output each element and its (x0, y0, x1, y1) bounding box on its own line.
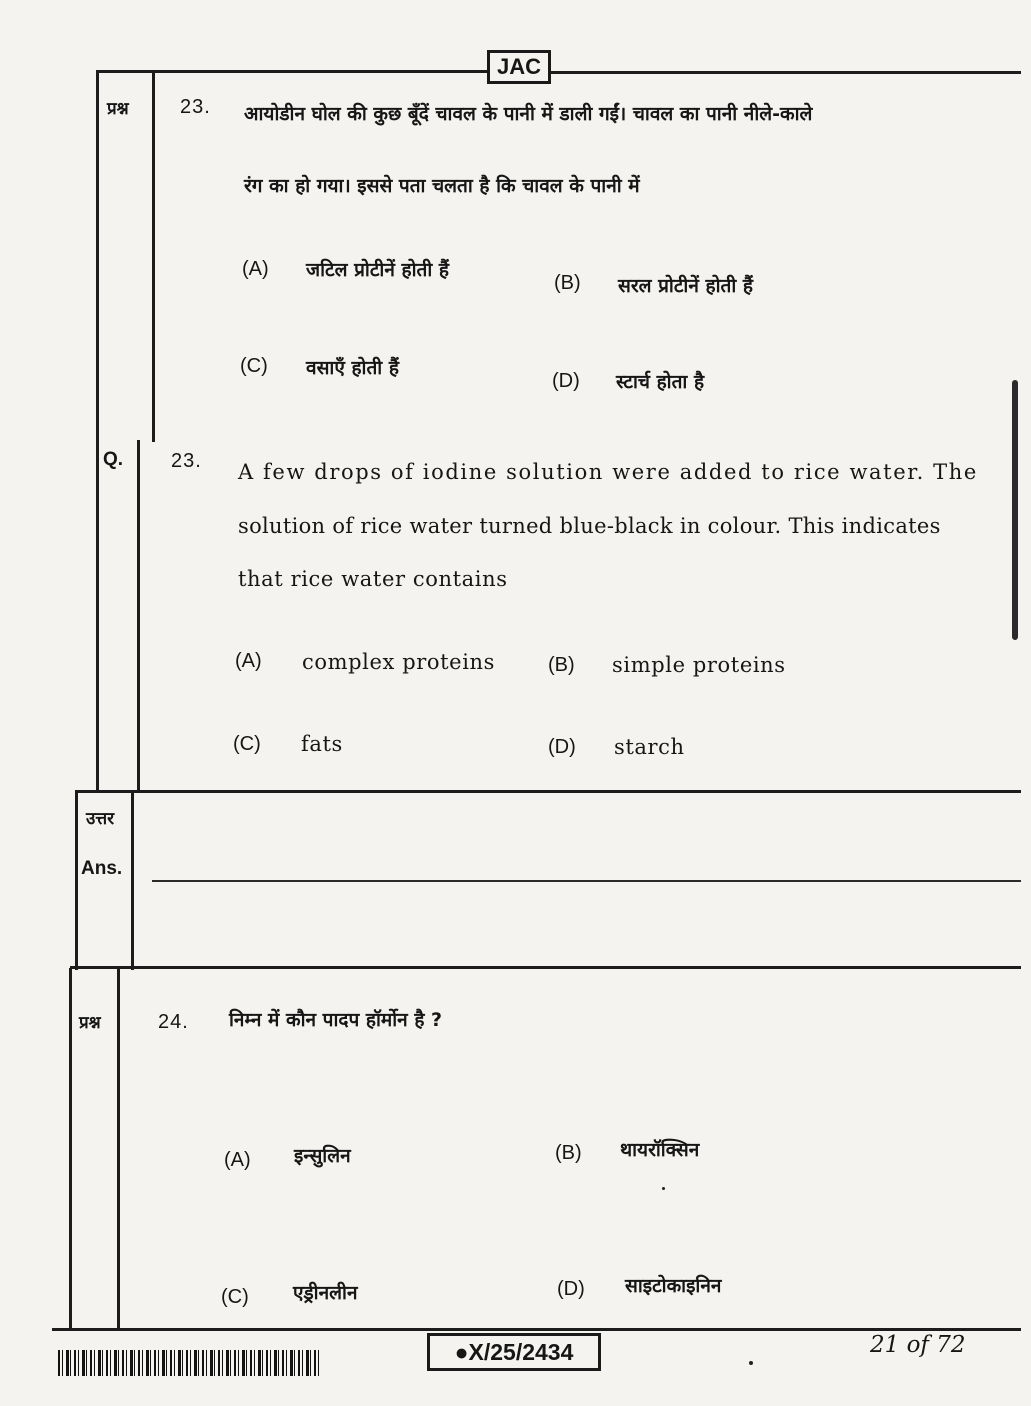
option-d-text-q24: साइटोकाइनिन (625, 1275, 722, 1297)
answer-bottom-border (70, 966, 1021, 969)
answer-label-hindi: उत्तर (86, 809, 115, 829)
option-c-letter-english: (C) (233, 733, 261, 755)
option-b-letter-english: (B) (548, 654, 575, 676)
column-divider-upper (152, 72, 155, 442)
barcode (58, 1350, 320, 1376)
left-border-lower (69, 968, 72, 1328)
option-d-letter: (D) (552, 370, 580, 392)
option-b-letter-q24: (B) (555, 1142, 582, 1164)
question-number-english: 23. (171, 450, 202, 472)
question-text-q24: निम्न में कौन पादप हॉर्मोन है ? (229, 1009, 443, 1031)
column-divider-mid (137, 440, 140, 792)
top-border-right (551, 71, 1021, 74)
question-side-label-english: Q. (103, 449, 124, 470)
option-a-letter-english: (A) (235, 650, 262, 672)
option-a-text-q24: इन्सुलिन (294, 1145, 351, 1167)
option-d-letter-english: (D) (548, 736, 576, 758)
option-b-text-english: simple proteins (612, 653, 786, 677)
question-text-line1: आयोडीन घोल की कुछ बूँदें चावल के पानी में डाली गईं। चावल का पानी नीले-काले (244, 103, 813, 125)
paper-code: ●X/25/2434 (427, 1333, 601, 1371)
option-d-text: स्टार्च होता है (616, 371, 705, 393)
right-edge-shadow (1012, 380, 1018, 640)
answer-top-border (76, 790, 1021, 793)
option-d-text-english: starch (614, 735, 685, 759)
option-a-text-english: complex proteins (302, 650, 496, 674)
print-speck (662, 1187, 665, 1190)
option-c-text: वसाएँ होती हैं (306, 357, 399, 379)
left-border-upper (96, 70, 99, 790)
option-b-letter: (B) (554, 272, 581, 294)
left-border-answer (75, 790, 78, 970)
option-a-letter: (A) (242, 258, 269, 280)
question-number-q24: 24. (158, 1011, 189, 1033)
option-b-text-q24: थायरॉक्सिन (620, 1139, 700, 1161)
answer-field[interactable] (156, 830, 1016, 878)
answer-label-english: Ans. (81, 858, 123, 879)
bottom-border (52, 1328, 1021, 1331)
option-c-text-english: fats (301, 732, 343, 756)
answer-writing-line (152, 880, 1021, 882)
board-label: JAC (487, 50, 551, 84)
question-text-english-line1: A few drops of iodine solution were added to rice water. The (238, 460, 978, 484)
column-divider-answer (131, 792, 134, 970)
question-side-label: प्रश्न (107, 99, 129, 119)
column-divider-lower (117, 968, 120, 1328)
option-a-text: जटिल प्रोटीनें होती हैं (306, 259, 449, 281)
question-text-english-line3: that rice water contains (238, 567, 508, 591)
question-text-line2: रंग का हो गया। इससे पता चलता है कि चावल के पानी में (244, 175, 640, 197)
question-text-english-line2: solution of rice water turned blue-black in colour. This indicates (238, 514, 941, 538)
option-a-letter-q24: (A) (224, 1149, 251, 1171)
question-number: 23. (180, 96, 211, 118)
option-c-text-q24: एड्रीनलीन (293, 1282, 358, 1304)
option-c-letter-q24: (C) (221, 1286, 249, 1308)
question-side-label-q24: प्रश्न (79, 1013, 101, 1033)
print-speck (749, 1361, 753, 1365)
top-border (97, 70, 487, 73)
option-d-letter-q24: (D) (557, 1278, 585, 1300)
page-indicator: 21 of 72 (870, 1332, 966, 1358)
option-c-letter: (C) (240, 355, 268, 377)
option-b-text: सरल प्रोटीनें होती हैं (618, 275, 753, 297)
